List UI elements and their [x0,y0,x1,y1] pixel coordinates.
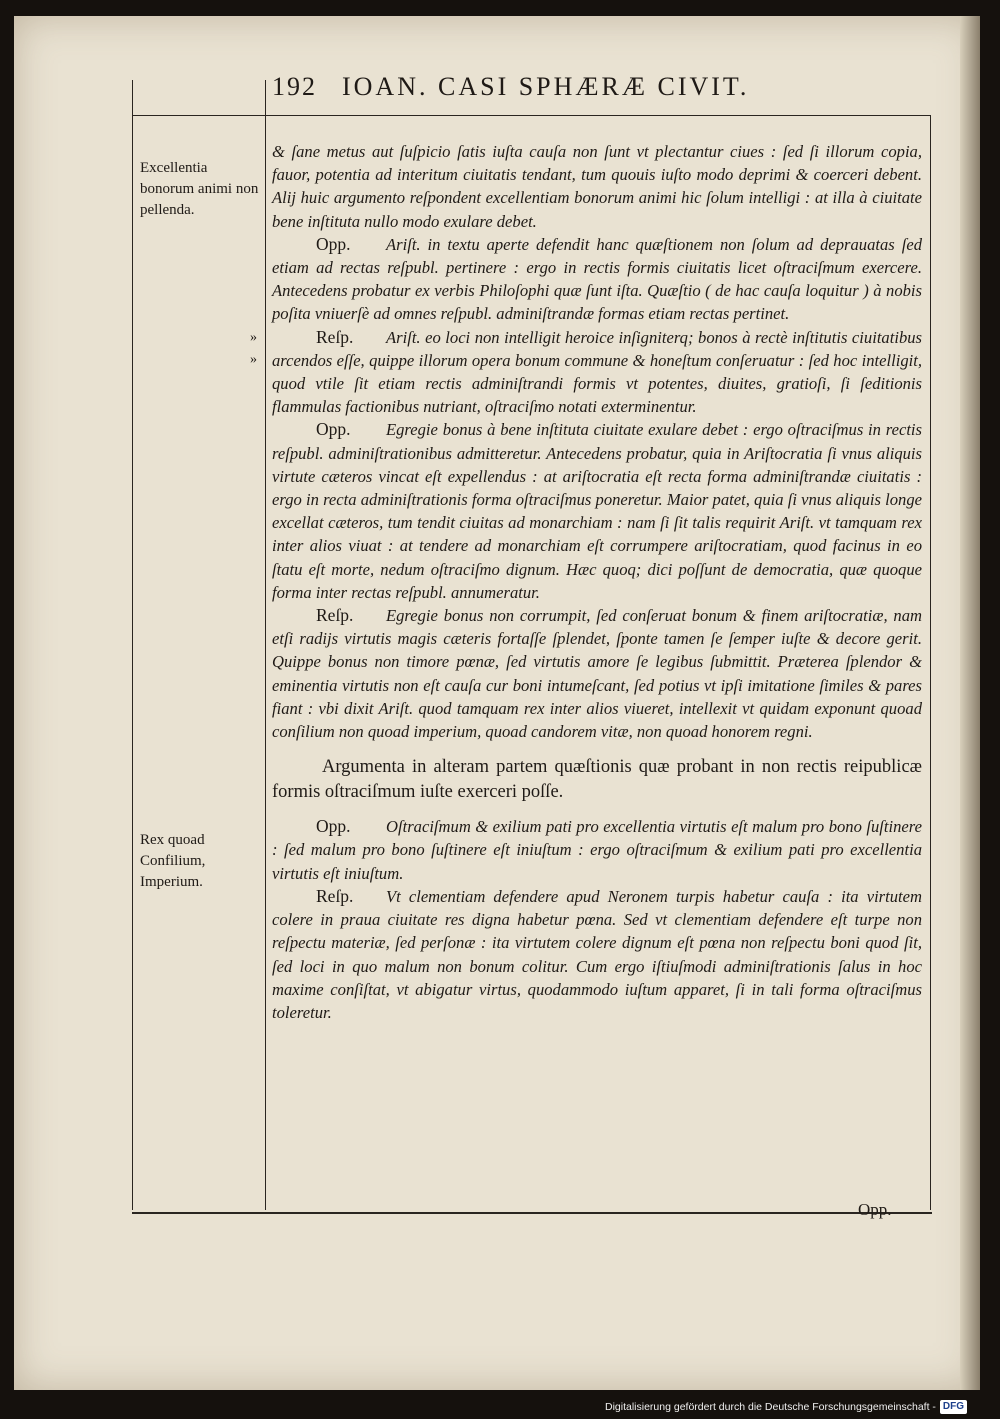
main-text [272,140,922,1024]
paragraph [272,418,922,604]
section-heading: Argumenta in alteram partem quæſtionis quæ probant in non rectis reipublicæ formis oſtraciſmum iuſte exerceri poſſe. [272,757,922,803]
quotation-mark: » [250,330,257,345]
paragraph-text: Egregie bonus non corrumpit, ſed conſeruat bonum & finem ariſtocratiæ, nam etſi radijs virtutis magis cæteris fortaſſe ſplendet, ſponte tamen ſe ſemper iuſte & decore gerit. Quippe bonus non timore pœnæ, ſed virtutis amore ſe legibus ſubmittit. Præterea ſplendor & eminentia virtutis non eſt cauſa cur boni intumeſcant, ſed potius vt ipſi imitatione ſimiles & pares fiant : vbi dixit Ariſt. quod tamquam rex inter alios viueret, intellexit vt quidam exponunt quoad conſilium non quoad imperium, quoad candorem vitæ, non quoad honorem regni. [272,606,922,742]
frame-rule-top [132,115,930,116]
paragraph-text: Oſtraciſmum & exilium pati pro excellentia virtutis eſt malum pro bono ſuſtinere : ſed malum pro bono ſuſtinere eſt iniuſtum : ergo oſtraciſmum & exilium pati pro excellentia virtutis eſt iniuſtum. [272,817,922,883]
paragraph-text: Vt clementiam defendere apud Neronem turpis habetur cauſa : ita virtutem colere in praua ciuitate res digna habetur pœna. Sed vt clementiam defendere eſt turpe non reſpectu materiæ, ſed perſonæ : ita virtutem colere dignum eſt pœna non reſpectu boni quod ſit, ſed loci in quo malum non bonum colitur. Cum ergo iſtiuſmodi adminiſtrationis ſalus in hoc maxime conſiſtat, vt abigatur virtus, quodammodo iuſtum apparet, ſi in tali forma oſtraciſmus toleretur. [272,886,922,1022]
paragraph-label: Reſp. [316,326,354,347]
paragraph-label: Opp. [316,816,351,837]
margin-note: Rex quoad Confilium, Imperium. [140,832,206,890]
quotation-mark: » [250,352,257,367]
paragraph [272,326,922,419]
paragraph-text: Egregie bonus à bene inſtituta ciuitate exulare debet : ergo oſtraciſmus in rectis reſpubl. adminiſtrationibus admitteretur. Antecedens probatur, quia in Ariſtocratia ſi vnus aliquis virtute cæteros vincat eſt expellendus : at ariſtocratia eſt recta forma adminiſtrandæ ciuitatis : ergo in recta adminiſtrationis forma oſtraciſmus poneretur. Maior patet, quia ſi vnus aliquis longe excellat cæteros, tum tendit ciuitas ad monarchiam : nam ſi ſit talis requirit Ariſt. vt tamquam rex inter alios viuat : at tendere ad monarchiam eſt corrumpere ariſtocratiam, quod facinus in eo ſtatu eſt morte, nedum oſtraciſmo dignum. Hæc quoq; dici poſſunt de democratia, quæ quoque forma inter rectas reſpubl. annumeratur. [272,420,922,602]
running-header [272,72,932,112]
paragraph [272,140,922,233]
page-gutter [960,16,980,1390]
footer-text: Digitalisierung gefördert durch die Deutsche Forschungsgemeinschaft - [605,1401,936,1413]
paragraph-text: Ariſt. in textu aperte defendit hanc quæſtionem non ſolum ad deprauatas ſed etiam ad rectas reſpubl. pertinere : ergo in rectis formis ciuitatis licet oſtraciſmum exercere. Antecedens probatur ex verbis Philoſophi quæ ſunt iſta. Quæſtio ( de hac cauſa loquitur ) à nobis poſita vniuerſè ad omnes reſpubl. adminiſtrandæ formas etiam rectas pertinet. [272,234,922,324]
paragraph [272,233,922,326]
paragraph-text: & ſane metus aut ſuſpicio ſatis iuſta cauſa non ſunt vt plectantur ciues : ſed ſi illorum copia, fauor, potentia ad interitum ciuitatis tendant, tum quouis iuſto modo deprimi & coerceri debent. Alij huic argumento reſpondent excellentiam bonorum animi hic ſolum intelligi : at illa à ciuitate bene inſtituta nullo modo exulare debet. [272,142,922,231]
frame-rule-bottom [132,1212,932,1214]
frame-rule-margin [265,80,266,1210]
dfg-logo-icon: DFG [940,1400,967,1414]
running-title: IOAN. CASI SPHÆRÆ CIVIT. [342,72,750,101]
digitization-footer [605,1398,967,1416]
page-number: 192 [272,72,317,101]
paragraph-label: Opp. [316,419,351,440]
catchword: Opp. [858,1200,892,1219]
paragraph-label: Reſp. [316,885,354,906]
paragraph [272,604,922,743]
paragraph [272,885,922,1024]
margin-note: Excellentia bonorum animi non pellenda. [140,160,259,218]
paragraph-label: Opp. [316,233,351,254]
paragraph-label: Reſp. [316,605,354,626]
paragraph-text: Ariſt. eo loci non intelligit heroice inſigniterq; bonos à rectè inſtitutis ciuitatibus arcendos eſſe, quippe illorum opera bonum commune & honeſtum conſeruatur : ſed hoc intelligit, quod vtile ſit etiam rectis adminiſtrandi formis vt potentes, diuites, gratioſi, ſi ſeditionis flammulas factionibus nutriant, oſtraciſmo notati exterminentur. [272,327,922,417]
frame-rule-left [132,80,133,1210]
paragraph [272,815,922,885]
frame-rule-right [930,115,931,1210]
